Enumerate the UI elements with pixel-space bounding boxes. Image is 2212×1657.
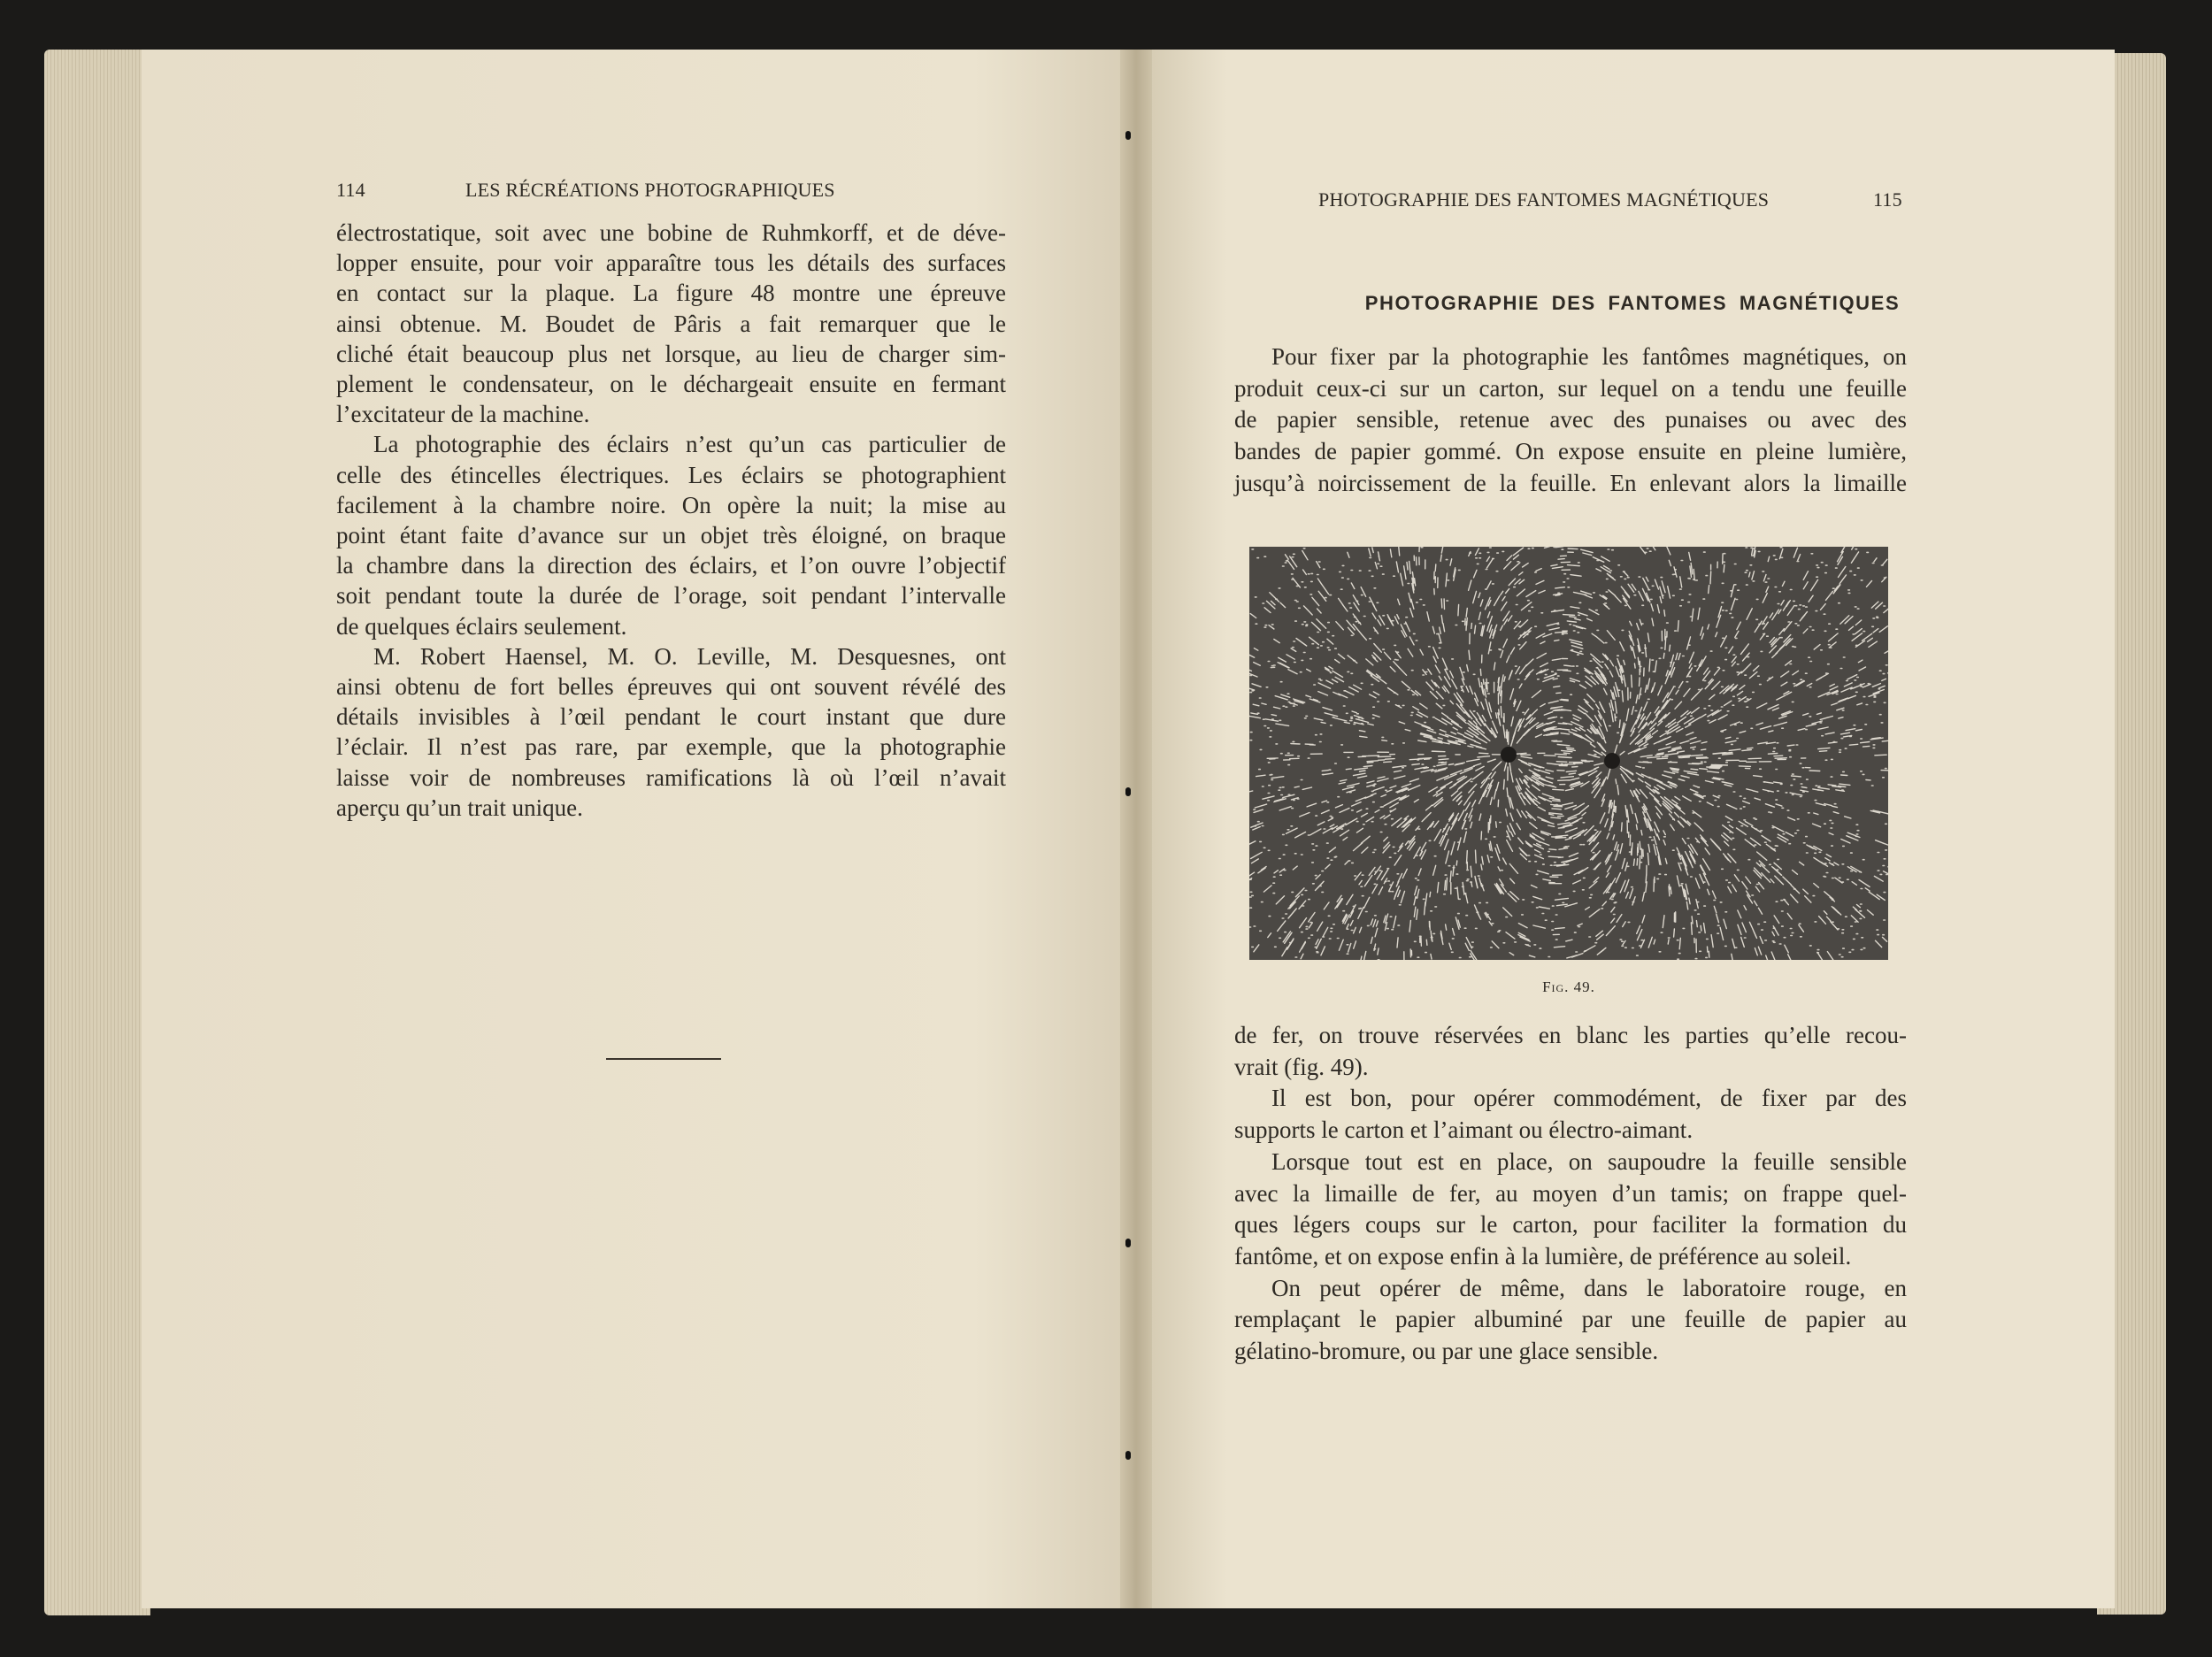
running-head-left: LES RÉCRÉATIONS PHOTOGRAPHIQUES — [465, 179, 835, 201]
text-line: supports le carton et l’aimant ou électro-aimant. — [1234, 1116, 1694, 1144]
text-line: remplaçant le papier albuminé par une feuille de papier au — [1234, 1306, 1907, 1333]
text-line: celle des étincelles électriques. Les éclairs se photographient — [336, 461, 1006, 488]
text-line: détails invisibles à l’œil pendant le court instant que dure — [336, 703, 1006, 731]
field-line-filings — [1249, 547, 1888, 960]
right-body-after-figure — [1234, 1020, 1907, 1368]
text-line: cliché était beaucoup plus net lorsque, au lieu de charger sim- — [336, 340, 1006, 367]
text-line: M. Robert Haensel, M. O. Leville, M. Desquesnes, ont — [373, 642, 1006, 670]
binding-thread — [1125, 1451, 1131, 1460]
text-line: plement le condensateur, on le déchargeait ensuite en fermant — [336, 371, 1006, 398]
figure-magnetic-phantom-photo — [1249, 547, 1888, 960]
text-line: ainsi obtenue. M. Boudet de Pâris a fait remarquer que le — [336, 310, 1006, 337]
section-end-rule — [606, 1058, 721, 1060]
running-head-right: PHOTOGRAPHIE DES FANTOMES MAGNÉTIQUES — [1318, 188, 1770, 211]
binding-thread — [1125, 131, 1131, 140]
text-line: jusqu’à noircissement de la feuille. En enlevant alors la limaille — [1234, 469, 1907, 496]
text-line: avec la limaille de fer, au moyen d’un tamis; on frappe quel- — [1234, 1179, 1907, 1207]
text-line: électrostatique, soit avec une bobine de Ruhmkorff, et de déve- — [336, 219, 1006, 246]
text-line: laisse voir de nombreuses ramifications là où l’œil n’avait — [336, 763, 1006, 791]
text-line: vrait (fig. 49). — [1234, 1053, 1369, 1080]
text-line: lopper ensuite, pour voir apparaître tous les détails des surfaces — [336, 249, 1006, 277]
text-line: produit ceux-ci sur un carton, sur lequel on a tendu une feuille — [1234, 374, 1907, 402]
text-line: de fer, on trouve réservées en blanc les parties qu’elle recou- — [1234, 1022, 1907, 1048]
book-gutter — [1120, 50, 1152, 1608]
text-line: Lorsque tout est en place, on saupoudre la feuille sensible — [1271, 1147, 1907, 1175]
text-line: en contact sur la plaque. La figure 48 montre une épreuve — [336, 280, 1006, 307]
text-line: La photographie des éclairs n’est qu’un cas particulier de — [373, 431, 1006, 458]
text-line: ques légers coups sur le carton, pour faciliter la formation du — [1234, 1211, 1907, 1239]
text-line: On peut opérer de même, dans le laboratoire rouge, en — [1271, 1274, 1907, 1301]
page-number-left: 114 — [336, 179, 365, 201]
text-line: Pour fixer par la photographie les fantômes magnétiques, on — [1271, 343, 1907, 370]
page-number-right: 115 — [1873, 188, 1902, 211]
text-line: facilement à la chambre noire. On opère la nuit; la mise au — [336, 491, 1006, 518]
text-line: de papier sensible, retenue avec des punaises ou avec des — [1234, 406, 1907, 433]
text-line: la chambre dans la direction des éclairs, et l’on ouvre l’objectif — [336, 552, 1006, 579]
binding-thread — [1125, 787, 1131, 796]
magnet-pole — [1501, 747, 1517, 763]
text-line: l’éclair. Il n’est pas rare, par exemple, que la photographie — [336, 733, 1006, 761]
binding-thread — [1125, 1239, 1131, 1247]
figure-caption: Fig. 49. — [1542, 978, 1595, 995]
text-line: de quelques éclairs seulement. — [336, 612, 627, 640]
text-line: point étant faite d’avance sur un objet très éloigné, on braque — [336, 522, 1006, 549]
page-edges-left — [44, 50, 150, 1615]
section-heading: PHOTOGRAPHIE DES FANTOMES MAGNÉTIQUES — [1364, 292, 1901, 314]
text-line: l’excitateur de la machine. — [336, 401, 590, 428]
text-line: soit pendant toute la durée de l’orage, soit pendant l’intervalle — [336, 582, 1006, 610]
text-line: bandes de papier gommé. On expose ensuite en pleine lumière, — [1234, 438, 1907, 465]
text-line: gélatino-bromure, ou par une glace sensible. — [1234, 1338, 1659, 1365]
magnet-pole — [1604, 753, 1620, 769]
text-line: fantôme, et on expose enfin à la lumière, de préférence au soleil. — [1234, 1242, 1852, 1270]
text-line: Il est bon, pour opérer commodément, de fixer par des — [1271, 1085, 1907, 1112]
text-line: aperçu qu’un trait unique. — [336, 794, 583, 821]
text-line: ainsi obtenu de fort belles épreuves qui ont souvent révélé des — [336, 673, 1006, 701]
left-body-text — [336, 218, 1006, 823]
right-body-before-figure — [1234, 341, 1907, 500]
